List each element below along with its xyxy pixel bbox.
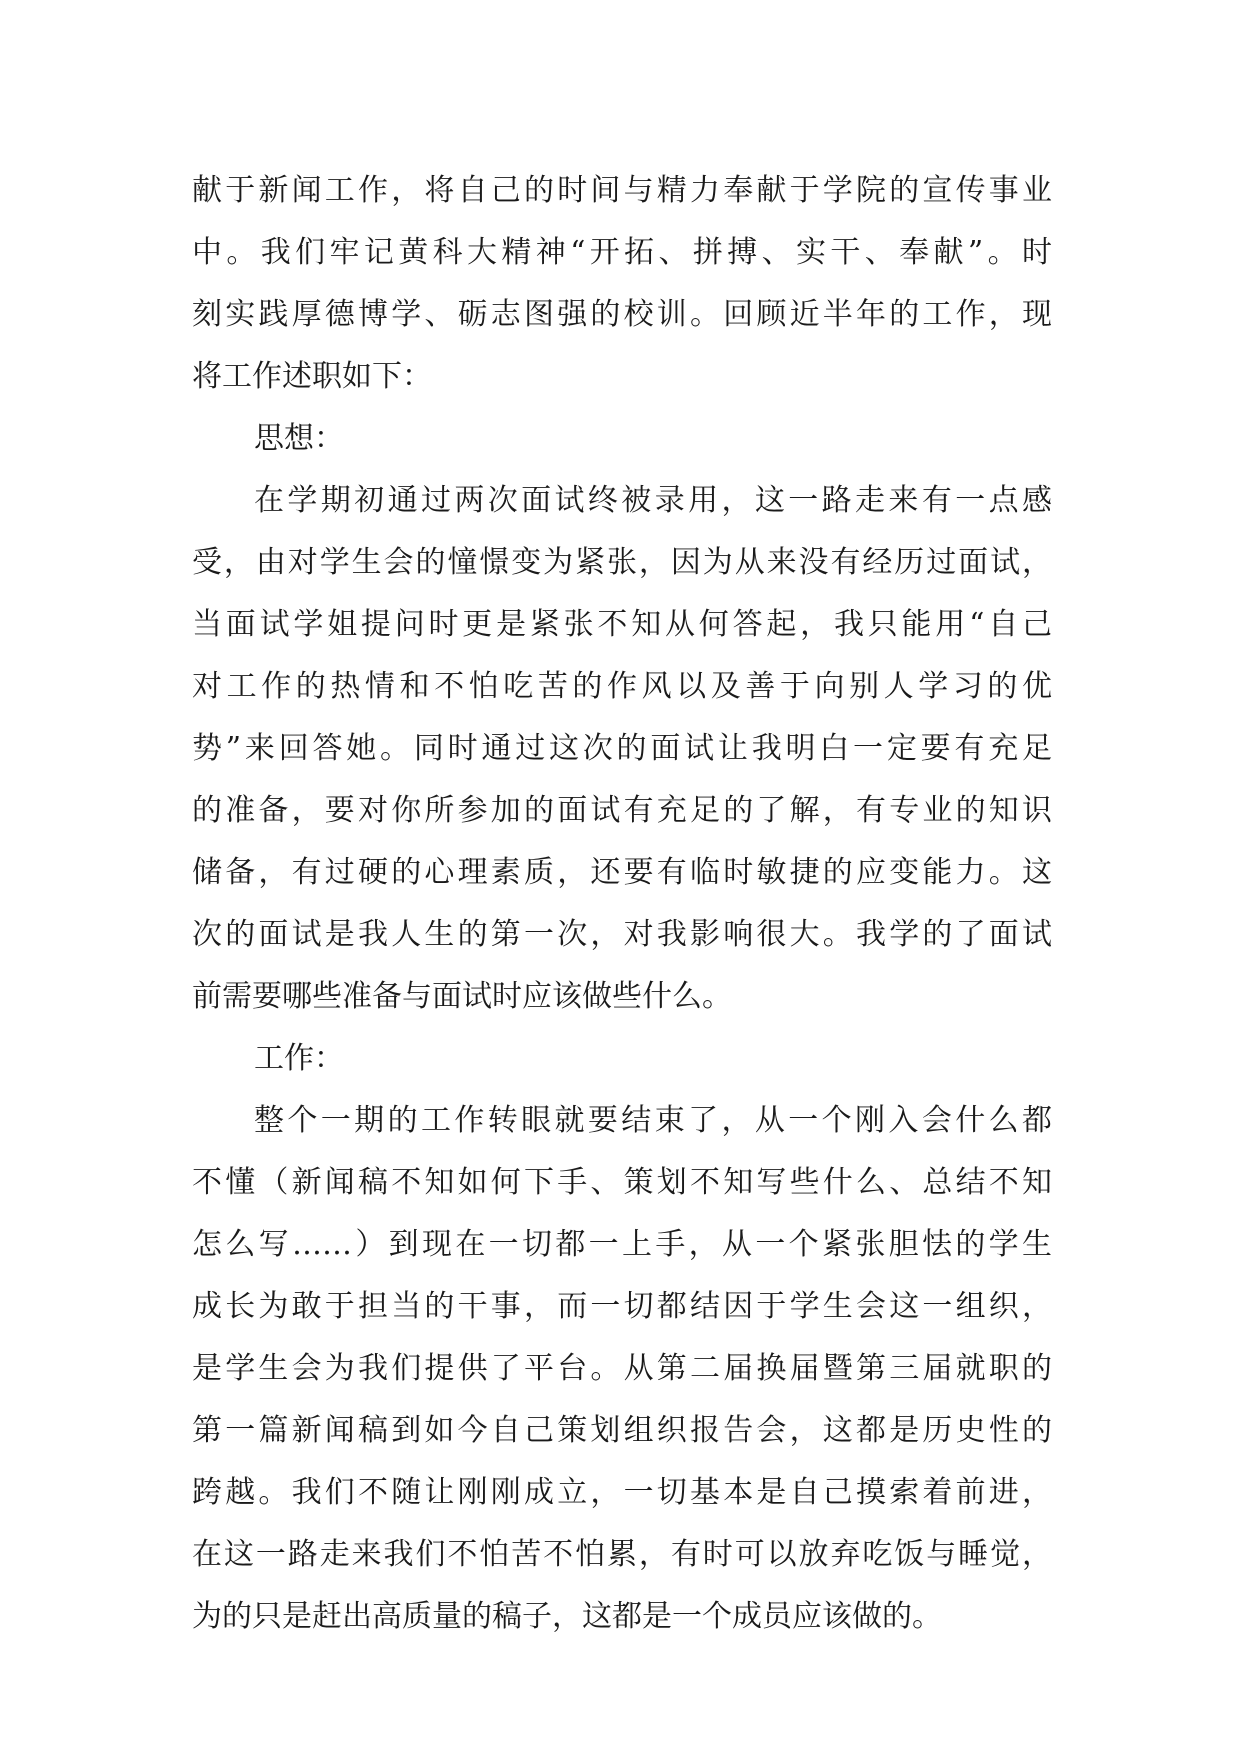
intro-paragraph <box>192 160 1052 408</box>
text-line: 将工作述职如下： <box>192 359 432 394</box>
text-line: 不懂（新闻稿不知如何下手、策划不知写些什么、总结不知 <box>192 1165 1052 1200</box>
text-line: 的准备，要对你所参加的面试有充足的了解，有专业的知识 <box>192 793 1052 828</box>
text-line: 成长为敢于担当的干事，而一切都结因于学生会这一组织， <box>192 1289 1052 1324</box>
text-line: 对工作的热情和不怕吃苦的作风以及善于向别人学习的优 <box>192 669 1052 704</box>
text-line: 整个一期的工作转眼就要结束了，从一个刚入会什么都 <box>254 1103 1052 1138</box>
text-line: 在这一路走来我们不怕苦不怕累，有时可以放弃吃饭与睡觉， <box>192 1537 1052 1572</box>
text-line: 势”来回答她。同时通过这次的面试让我明白一定要有充足 <box>192 731 1052 766</box>
text-line: 怎么写……）到现在一切都一上手，从一个紧张胆怯的学生 <box>192 1227 1052 1262</box>
text-line: 是学生会为我们提供了平台。从第二届换届暨第三届就职的 <box>192 1351 1052 1386</box>
work-paragraph <box>192 1090 1052 1648</box>
text-line: 为的只是赶出高质量的稿子，这都是一个成员应该做的。 <box>192 1599 942 1634</box>
text-line: 在学期初通过两次面试终被录用，这一路走来有一点感 <box>254 483 1052 518</box>
text-line: 储备，有过硬的心理素质，还要有临时敏捷的应变能力。这 <box>192 855 1052 890</box>
text-line: 跨越。我们不随让刚刚成立，一切基本是自己摸索着前进， <box>192 1475 1052 1510</box>
document-body <box>192 160 1052 1648</box>
text-line: 中。我们牢记黄科大精神“开拓、拼搏、实干、奉献”。时 <box>192 235 1052 270</box>
text-line: 第一篇新闻稿到如今自己策划组织报告会，这都是历史性的 <box>192 1413 1052 1448</box>
text-line: 前需要哪些准备与面试时应该做些什么。 <box>192 979 732 1014</box>
text-line: 献于新闻工作，将自己的时间与精力奉献于学院的宣传事业 <box>192 173 1052 208</box>
text-line: 刻实践厚德博学、砺志图强的校训。回顾近半年的工作，现 <box>192 297 1052 332</box>
heading-work <box>192 1028 1052 1090</box>
text-line: 受，由对学生会的憧憬变为紧张，因为从来没有经历过面试， <box>192 545 1052 580</box>
text-line: 思想： <box>254 421 344 456</box>
heading-thought <box>192 408 1052 470</box>
text-line: 工作： <box>254 1041 344 1076</box>
text-line: 次的面试是我人生的第一次，对我影响很大。我学的了面试 <box>192 917 1052 952</box>
thought-paragraph <box>192 470 1052 1028</box>
text-line: 当面试学姐提问时更是紧张不知从何答起，我只能用“自己 <box>192 607 1052 642</box>
